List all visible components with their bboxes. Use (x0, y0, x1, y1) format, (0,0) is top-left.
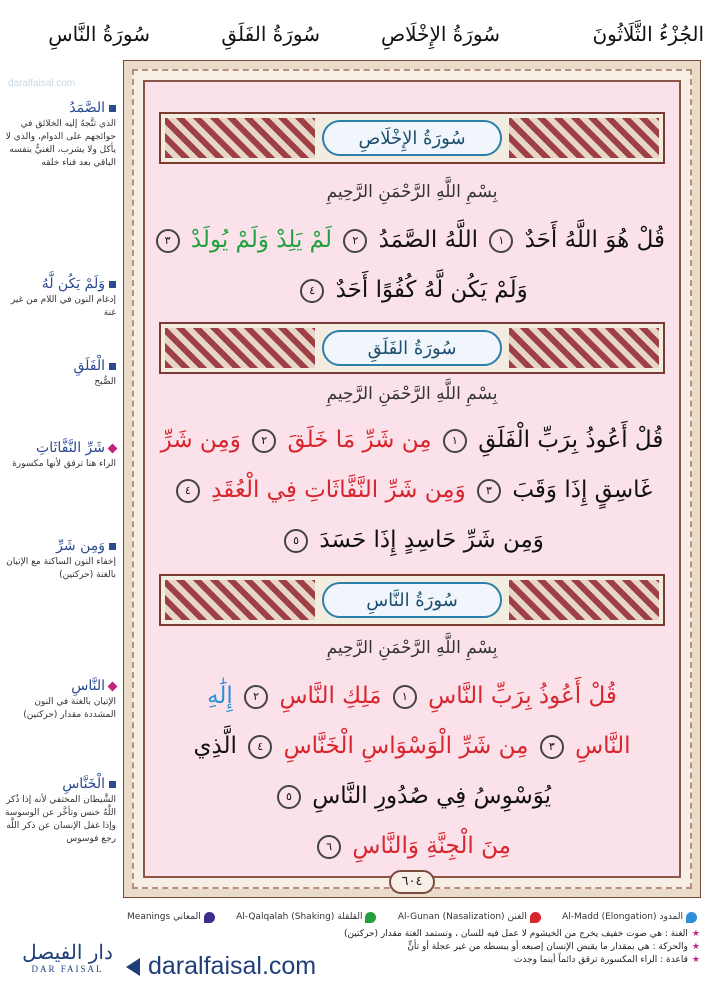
ayah-text: غَاسِقٍ إِذَا وَقَبَ (512, 477, 653, 503)
logo-arabic: دار الفيصل (22, 940, 113, 964)
legend-label: القلقلة (337, 912, 363, 922)
meanings-sidebar (0, 60, 120, 900)
legend-ghunna (398, 912, 541, 923)
legend-label: المدود (659, 912, 683, 922)
sidebar-desc: الذي تتَّجهُ إليه الخلائق في حوائجهم على الدوام، والذي لا يأكل ولا يشرب، الغنيُّ بنفسه الباقي بعد فناء خلقه (5, 119, 116, 168)
ayah-number: ٥ (277, 785, 301, 809)
ayah-number: ١ (393, 685, 417, 709)
drop-icon (686, 912, 697, 923)
square-bullet-icon (109, 781, 116, 788)
basmala: بِسْمِ اللَّهِ الرَّحْمَنِ الرَّحِيمِ (326, 182, 498, 202)
ayah-text: قُلْ أَعُوذُ بِرَبِّ الْفَلَقِ (478, 427, 664, 453)
flower-icon (204, 912, 215, 923)
sidebar-entry (2, 358, 116, 389)
publisher-logo (10, 940, 125, 998)
ayah-text: قُلْ أَعُوذُ بِرَبِّ النَّاسِ (428, 683, 617, 709)
sidebar-desc: إدغام النون في اللام من غير غنة (10, 295, 116, 318)
legend-madd (562, 912, 697, 923)
legend-qalqala (236, 912, 376, 923)
ayah-text: قُلْ هُوَ اللَّهُ أَحَدٌ (524, 227, 665, 253)
diamond-bullet-icon (108, 444, 118, 454)
ayah-text: وَمِن شَرِّ حَاسِدٍ إِذَا حَسَدَ (319, 527, 544, 553)
ayah-text: يُوَسْوِسُ فِي صُدُورِ النَّاسِ (312, 783, 552, 809)
note-line: ★ الغنة : هي صوت خفيف يخرج من الخيشوم لا عمل فيه للسان ، وتستمد الغنة مقدار (حركتين) (270, 928, 700, 941)
drop-icon (530, 912, 541, 923)
sidebar-term: النَّاسِ (71, 678, 105, 694)
sidebar-desc: الصُّبح (94, 377, 116, 387)
square-bullet-icon (109, 281, 116, 288)
square-bullet-icon (109, 543, 116, 550)
ayah-line (159, 272, 665, 308)
tajweed-legend (123, 906, 701, 928)
ayah-line (159, 422, 665, 458)
sidebar-term: وَمِن شَرِّ (56, 538, 105, 554)
ayah-text: الَّذِي (193, 733, 237, 759)
legend-label: المعاني (173, 912, 201, 922)
legend-label: Al-Qalqalah (Shaking) (236, 912, 335, 922)
surah-banner-nas (159, 574, 665, 626)
juz-label: الجُزْءُ الثَّلَاثُونَ (592, 22, 704, 46)
sidebar-term: وَلَمْ يَكُن لَّهُ (41, 276, 105, 292)
diamond-bullet-icon (108, 682, 118, 692)
surah-header-nas: سُورَةُ النَّاسِ (48, 22, 150, 46)
ayah-number: ٤ (300, 279, 324, 303)
legend-meanings (127, 912, 215, 923)
ayah-text: مِن شَرِّ الْوَسْوَاسِ الْخَنَّاسِ (283, 733, 529, 759)
ornamental-frame (123, 60, 701, 898)
surah-banner-ikhlas (159, 112, 665, 164)
sidebar-term: شَرِّ النَّفَّاثَاتِ (36, 440, 105, 456)
page-header (0, 0, 710, 60)
ayah-line (159, 472, 665, 508)
legend-label: Al-Gunan (Nasalization) (397, 912, 505, 922)
ayah-text: وَلَمْ يَكُن لَّهُ كُفُوًا أَحَدٌ (335, 277, 528, 303)
surah-title-ikhlas: سُورَةُ الإِخْلَاصِ (322, 120, 502, 156)
ayah-number: ٦ (317, 835, 341, 859)
ayah-text: اللَّهُ الصَّمَدُ (378, 227, 478, 253)
ayah-text: وَمِن شَرِّ (160, 427, 241, 453)
sidebar-term: الْخَنَّاسِ (62, 776, 105, 792)
website-link[interactable]: daralfaisal.com (148, 952, 317, 980)
ayah-line (159, 678, 665, 714)
surah-title-nas: سُورَةُ النَّاسِ (322, 582, 502, 618)
ayah-number: ٢ (244, 685, 268, 709)
ayah-number: ٤ (248, 735, 272, 759)
ayah-text: مِنَ الْجِنَّةِ وَالنَّاسِ (352, 833, 511, 859)
triangle-icon (126, 958, 140, 976)
ayah-number: ٥ (284, 529, 308, 553)
ayah-number: ٢ (252, 429, 276, 453)
square-bullet-icon (109, 105, 116, 112)
website-banner (126, 952, 316, 981)
legend-label: Al-Madd (Elongation) (562, 912, 657, 922)
basmala: بِسْمِ اللَّهِ الرَّحْمَنِ الرَّحِيمِ (326, 638, 498, 658)
surah-banner-falaq (159, 322, 665, 374)
sidebar-entry (2, 776, 116, 846)
quran-text-area (143, 80, 681, 889)
drop-icon (365, 912, 376, 923)
basmala: بِسْمِ اللَّهِ الرَّحْمَنِ الرَّحِيمِ (326, 384, 498, 404)
ayah-text: لَمْ يَلِدْ وَلَمْ يُولَدْ (190, 227, 332, 253)
sidebar-desc: الراء هنا ترقق لأنها مكسورة (12, 459, 116, 469)
ayah-text: النَّاسِ (575, 733, 631, 759)
sidebar-entry (2, 440, 116, 471)
sidebar-entry (2, 678, 116, 722)
ayah-number: ١ (443, 429, 467, 453)
sidebar-term: الْفَلَقِ (73, 358, 105, 374)
ayah-line (159, 778, 665, 814)
ayah-number: ٢ (343, 229, 367, 253)
ayah-text: مَلِكِ النَّاسِ (279, 683, 382, 709)
watermark-text: daralfaisal.com (8, 78, 76, 89)
sidebar-term: الصَّمَدُ (69, 100, 105, 116)
surah-title-falaq: سُورَةُ الفَلَقِ (322, 330, 502, 366)
ayah-line (159, 828, 665, 864)
legend-label: Meanings (127, 912, 171, 922)
ayah-line (159, 522, 665, 558)
note-line: ★ قاعدة : الراء المكسورة ترقق دائماً أينما وجدت (270, 954, 700, 967)
tajweed-notes (270, 928, 700, 967)
square-bullet-icon (109, 363, 116, 370)
logo-english: DAR FAISAL (31, 964, 104, 974)
sidebar-desc: إخفاء النون الساكنة مع الإتيان بالغنة (حركتين) (6, 557, 116, 580)
note-line: ★ والحركة : هي بمقدار ما يقبض الإنسان إصبعه أو يبسطه من غير عجلة أو تأنٍّ (270, 941, 700, 954)
sidebar-entry (2, 276, 116, 320)
ayah-number: ٣ (156, 229, 180, 253)
legend-label: الغنن (507, 912, 527, 922)
ayah-line (159, 728, 665, 764)
ayah-number: ٤ (176, 479, 200, 503)
sidebar-entry (2, 538, 116, 582)
ayah-text: مِن شَرِّ مَا خَلَقَ (287, 427, 432, 453)
surah-header-ikhlas: سُورَةُ الإِخْلَاصِ (380, 22, 500, 46)
ayah-text: وَمِن شَرِّ النَّفَّاثَاتِ فِي الْعُقَدِ (211, 477, 466, 503)
ayah-number: ١ (489, 229, 513, 253)
sidebar-desc: الإتيان بالغنة في النون المشددة مقدار (حركتين) (23, 697, 116, 720)
page-number: ٦٠٤ (389, 870, 435, 894)
ayah-line (159, 222, 665, 258)
surah-header-falaq: سُورَةُ الفَلَقِ (221, 22, 320, 46)
ayah-number: ٣ (477, 479, 501, 503)
sidebar-desc: الشَّيطان المختفي لأنه إذا ذُكر اللَّهُ خنس وتأخَّر عن الوسوسة وإذا غفل الإنسان عن ذكر اللَّه رجع فوسوس (4, 795, 116, 844)
ayah-text: إِلَٰهِ (207, 683, 233, 709)
sidebar-entry (2, 100, 116, 170)
ayah-number: ٣ (540, 735, 564, 759)
